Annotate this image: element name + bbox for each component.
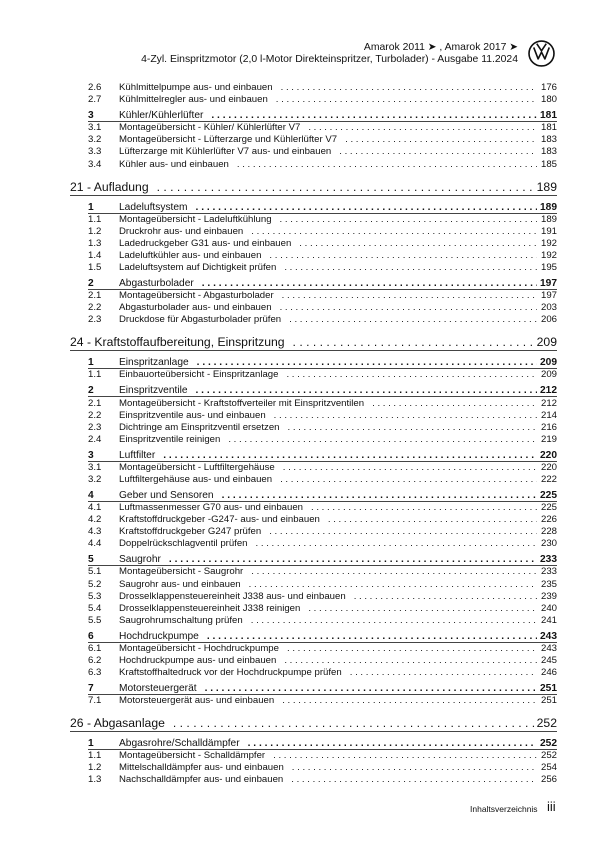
toc-entry[interactable] xyxy=(88,314,557,326)
toc-entry[interactable] xyxy=(88,526,557,538)
footer-label: Inhaltsverzeichnis xyxy=(470,804,538,814)
entry-page: 225 xyxy=(540,502,557,514)
entry-number: 3.1 xyxy=(88,461,102,473)
toc-entry[interactable] xyxy=(88,667,557,679)
entry-page: 241 xyxy=(540,614,557,626)
entry-page: 251 xyxy=(540,695,557,707)
toc-entry[interactable] xyxy=(88,750,557,762)
toc-entry[interactable] xyxy=(88,238,557,250)
leader-dots xyxy=(339,146,537,158)
section-number: 2 xyxy=(88,278,94,290)
entry-page: 254 xyxy=(540,762,557,774)
leader-dots xyxy=(256,538,537,550)
toc-entry[interactable] xyxy=(88,262,557,274)
leader-dots xyxy=(282,695,537,707)
entry-title: Saugrohr aus- und einbauen xyxy=(119,578,241,590)
leader-dots xyxy=(289,314,537,326)
leader-dots xyxy=(286,369,537,381)
table-of-contents xyxy=(70,82,557,786)
page-header xyxy=(0,42,518,66)
entry-page: 183 xyxy=(540,134,557,146)
entry-page: 185 xyxy=(540,158,557,170)
section-number: 4 xyxy=(88,489,94,501)
leader-dots xyxy=(273,750,537,762)
section-title: Luftfilter xyxy=(119,449,156,461)
leader-dots xyxy=(291,774,537,786)
section-title: Motorsteuergerät xyxy=(119,683,197,695)
toc-entry[interactable] xyxy=(88,695,557,707)
chapter-page: 209 xyxy=(536,335,557,350)
toc-section[interactable] xyxy=(88,277,557,290)
section-page: 251 xyxy=(540,683,557,695)
entry-page: 240 xyxy=(540,602,557,614)
entry-number: 4.3 xyxy=(88,526,102,538)
entry-page: 209 xyxy=(540,369,557,381)
entry-number: 1.1 xyxy=(88,750,102,762)
entry-number: 3.2 xyxy=(88,134,102,146)
section-title: Einspritzanlage xyxy=(119,357,189,369)
section-page: 243 xyxy=(540,630,557,642)
toc-section[interactable] xyxy=(88,489,557,502)
chapter-title: 21 - Aufladung xyxy=(70,179,149,194)
toc-section[interactable] xyxy=(88,682,557,695)
toc-entry[interactable] xyxy=(88,94,557,106)
entry-number: 1.2 xyxy=(88,762,102,774)
entry-number: 1.1 xyxy=(88,213,102,225)
entry-page: 183 xyxy=(540,146,557,158)
entry-title: Drosselklappensteuereinheit J338 aus- und einbauen xyxy=(119,590,346,602)
entry-title: Kühler aus- und einbauen xyxy=(119,158,229,170)
entry-page: 197 xyxy=(540,290,557,302)
section-page: 189 xyxy=(540,201,557,213)
toc-entry[interactable] xyxy=(88,514,557,526)
section-number: 6 xyxy=(88,630,94,642)
entry-page: 230 xyxy=(540,538,557,550)
entry-title: Dichtringe am Einspritzventil ersetzen xyxy=(119,421,280,433)
leader-dots xyxy=(276,94,537,106)
section-page: 209 xyxy=(540,357,557,369)
toc-entry[interactable] xyxy=(88,615,557,627)
entry-title: Montageübersicht - Saugrohr xyxy=(119,566,244,578)
leader-dots xyxy=(237,159,537,171)
entry-page: 245 xyxy=(540,655,557,666)
entry-title: Kühlmittelregler aus- und einbauen xyxy=(119,94,268,106)
entry-title: Montageübersicht - Kraftstoffverteiler mit Einspritzventilen xyxy=(119,397,365,409)
toc-section[interactable] xyxy=(88,356,557,369)
toc-entry[interactable] xyxy=(88,122,557,134)
leader-dots xyxy=(282,290,537,302)
toc-entry[interactable] xyxy=(88,774,557,786)
entry-number: 1.4 xyxy=(88,249,102,261)
toc-entry[interactable] xyxy=(88,603,557,615)
section-page: 220 xyxy=(540,449,557,461)
entry-title: Ladeluftsystem auf Dichtigkeit prüfen xyxy=(119,262,277,274)
header-vehicle-models: Amarok 2011 ➤ , Amarok 2017 ➤ xyxy=(363,42,518,53)
toc-entry[interactable] xyxy=(88,538,557,550)
entry-page: 181 xyxy=(540,122,557,134)
entry-page: 222 xyxy=(540,473,557,485)
entry-page: 195 xyxy=(540,262,557,274)
entry-title: Montageübersicht - Schalldämpfer xyxy=(119,750,266,762)
chapter-title: 24 - Kraftstoffaufbereitung, Einspritzung xyxy=(70,335,285,350)
entry-number: 2.2 xyxy=(88,302,102,314)
toc-entry[interactable] xyxy=(88,655,557,667)
section-number: 2 xyxy=(88,385,94,397)
toc-section[interactable] xyxy=(88,201,557,214)
entry-title: Montageübersicht - Ladeluftkühlung xyxy=(119,213,272,225)
leader-dots xyxy=(308,122,537,134)
entry-title: Druckrohr aus- und einbauen xyxy=(119,225,244,237)
entry-page: 239 xyxy=(540,590,557,602)
section-title: Hochdruckpumpe xyxy=(119,630,199,642)
leader-dots xyxy=(288,422,538,434)
leader-dots xyxy=(269,250,537,262)
toc-section[interactable] xyxy=(88,630,557,643)
entry-number: 1.3 xyxy=(88,774,102,786)
entry-title: Saugrohrumschaltung prüfen xyxy=(119,614,243,626)
toc-entry[interactable] xyxy=(88,566,557,578)
entry-number: 2.1 xyxy=(88,290,102,302)
toc-entry[interactable] xyxy=(88,578,557,590)
entry-page: 191 xyxy=(540,225,557,237)
section-title: Geber und Sensoren xyxy=(119,489,214,501)
entry-number: 5.1 xyxy=(88,566,102,578)
toc-entry[interactable] xyxy=(88,82,557,94)
entry-page: 203 xyxy=(540,302,557,314)
entry-title: Montageübersicht - Lüfterzarge und Kühlerlüfter V7 xyxy=(119,134,338,146)
section-number: 1 xyxy=(88,738,94,750)
leader-dots xyxy=(345,134,537,146)
entry-number: 6.1 xyxy=(88,642,102,654)
section-number: 1 xyxy=(88,201,94,213)
entry-title: Einbauorteübersicht - Einspritzanlage xyxy=(119,369,279,381)
toc-section[interactable] xyxy=(88,449,557,462)
leader-dots xyxy=(173,714,535,732)
toc-entry[interactable] xyxy=(88,134,557,146)
entry-page: 226 xyxy=(540,514,557,526)
chapter-rule xyxy=(70,195,557,196)
toc-section[interactable] xyxy=(88,737,557,750)
entry-title: Montageübersicht - Kühler/ Kühlerlüfter V7 xyxy=(119,122,301,134)
brand-logo-icon xyxy=(528,40,555,67)
leader-dots xyxy=(228,434,537,446)
toc-entry[interactable] xyxy=(88,226,557,238)
leader-dots xyxy=(283,462,537,474)
entry-number: 6.3 xyxy=(88,667,102,679)
section-title: Abgasrohre/Schalldämpfer xyxy=(119,738,240,750)
chapter-rule xyxy=(70,350,557,351)
header-engine-title: 4-Zyl. Einspritzmotor (2,0 l-Motor Direkteinspritzer, Turbolader) - Ausgabe 11.2024 xyxy=(141,54,518,65)
leader-dots xyxy=(372,398,537,410)
entry-title: Luftfiltergehäuse aus- und einbauen xyxy=(119,473,273,485)
chapter-title: 26 - Abgasanlage xyxy=(70,716,165,731)
entry-number: 3.4 xyxy=(88,158,102,170)
leader-dots xyxy=(251,226,537,238)
section-number: 5 xyxy=(88,554,94,566)
entry-page: 228 xyxy=(540,526,557,538)
leader-dots xyxy=(292,762,537,774)
entry-number: 1.1 xyxy=(88,369,102,381)
entry-number: 4.1 xyxy=(88,502,102,514)
entry-title: Kraftstoffhaltedruck vor der Hochdruckpumpe prüfen xyxy=(119,667,342,679)
leader-dots xyxy=(350,667,537,679)
entry-title: Nachschalldämpfer aus- und einbauen xyxy=(119,774,284,786)
toc-entry[interactable] xyxy=(88,502,557,514)
section-page: 197 xyxy=(540,278,557,290)
toc-chapter[interactable] xyxy=(70,333,557,351)
entry-number: 5.5 xyxy=(88,614,102,626)
entry-page: 235 xyxy=(540,578,557,590)
leader-dots xyxy=(287,643,537,655)
section-title: Saugrohr xyxy=(119,554,161,566)
section-title: Abgasturbolader xyxy=(119,278,194,290)
leader-dots xyxy=(251,566,537,578)
entry-title: Kraftstoffdruckgeber -G247- aus- und einbauen xyxy=(119,514,320,526)
entry-number: 4.2 xyxy=(88,514,102,526)
leader-dots xyxy=(157,178,535,196)
chapter-page: 252 xyxy=(536,716,557,731)
section-number: 3 xyxy=(88,110,94,122)
toc-section[interactable] xyxy=(88,553,557,566)
entry-number: 1.3 xyxy=(88,237,102,249)
entry-number: 1.5 xyxy=(88,262,102,274)
entry-title: Mittelschalldämpfer aus- und einbauen xyxy=(119,762,284,774)
entry-page: 192 xyxy=(540,237,557,249)
leader-dots xyxy=(274,410,537,422)
section-page: 233 xyxy=(540,554,557,566)
toc-entry[interactable] xyxy=(88,397,557,409)
entry-page: 219 xyxy=(540,433,557,445)
leader-dots xyxy=(284,655,537,667)
leader-dots xyxy=(354,591,537,603)
toc-entry[interactable] xyxy=(88,762,557,774)
toc-entry[interactable] xyxy=(88,462,557,474)
entry-title: Kühlmittelpumpe aus- und einbauen xyxy=(119,82,273,94)
entry-number: 2.1 xyxy=(88,397,102,409)
leader-dots xyxy=(308,603,537,615)
section-number: 1 xyxy=(88,357,94,369)
toc-section[interactable] xyxy=(88,109,557,122)
toc-entry[interactable] xyxy=(88,214,557,226)
section-title: Einspritzventile xyxy=(119,385,188,397)
toc-entry[interactable] xyxy=(88,369,557,381)
entry-title: Hochdruckpumpe aus- und einbauen xyxy=(119,655,277,666)
section-number: 7 xyxy=(88,683,94,695)
toc-entry[interactable] xyxy=(88,158,557,170)
entry-page: 243 xyxy=(540,642,557,654)
entry-number: 4.4 xyxy=(88,538,102,550)
entry-title: Motorsteuergerät aus- und einbauen xyxy=(119,695,275,707)
leader-dots xyxy=(328,514,537,526)
entry-title: Drosselklappensteuereinheit J338 reinigen xyxy=(119,602,301,614)
entry-title: Kraftstoffdruckgeber G247 prüfen xyxy=(119,526,262,538)
toc-entry[interactable] xyxy=(88,250,557,262)
section-number: 3 xyxy=(88,449,94,461)
toc-entry[interactable] xyxy=(88,591,557,603)
section-page: 252 xyxy=(540,738,557,750)
entry-number: 2.7 xyxy=(88,94,102,106)
entry-page: 189 xyxy=(540,213,557,225)
toc-entry[interactable] xyxy=(88,434,557,446)
entry-number: 2.3 xyxy=(88,421,102,433)
entry-number: 3.1 xyxy=(88,122,102,134)
chapter-page: 189 xyxy=(536,179,557,194)
leader-dots xyxy=(280,474,537,486)
entry-title: Doppelrückschlagventil prüfen xyxy=(119,538,248,550)
entry-page: 216 xyxy=(540,421,557,433)
entry-number: 5.4 xyxy=(88,602,102,614)
leader-dots xyxy=(293,333,535,351)
entry-number: 3.2 xyxy=(88,473,102,485)
entry-number: 5.2 xyxy=(88,578,102,590)
leader-dots xyxy=(269,526,537,538)
entry-title: Montageübersicht - Hochdruckpumpe xyxy=(119,642,279,654)
leader-dots xyxy=(249,579,537,591)
footer-page-number: iii xyxy=(547,799,556,814)
toc-entry[interactable] xyxy=(88,302,557,314)
entry-page: 180 xyxy=(540,94,557,106)
chapter-rule xyxy=(70,731,557,732)
entry-number: 7.1 xyxy=(88,695,102,707)
entry-number: 3.3 xyxy=(88,146,102,158)
toc-entry[interactable] xyxy=(88,643,557,655)
entry-page: 206 xyxy=(540,314,557,326)
entry-number: 2.3 xyxy=(88,314,102,326)
toc-chapter[interactable] xyxy=(70,178,557,196)
leader-dots xyxy=(311,502,537,514)
toc-chapter[interactable] xyxy=(70,714,557,732)
leader-dots xyxy=(281,82,537,94)
entry-number: 6.2 xyxy=(88,655,102,666)
entry-title: Abgasturbolader aus- und einbauen xyxy=(119,302,272,314)
section-title: Kühler/Kühlerlüfter xyxy=(119,110,204,122)
entry-page: 256 xyxy=(540,774,557,786)
entry-number: 2.4 xyxy=(88,433,102,445)
entry-page: 246 xyxy=(540,667,557,679)
entry-page: 176 xyxy=(540,82,557,94)
entry-page: 192 xyxy=(540,249,557,261)
entry-page: 252 xyxy=(540,750,557,762)
entry-page: 214 xyxy=(540,409,557,421)
toc-section[interactable] xyxy=(88,384,557,397)
section-title: Ladeluftsystem xyxy=(119,201,188,213)
entry-title: Ladedruckgeber G31 aus- und einbauen xyxy=(119,237,292,249)
entry-title: Montageübersicht - Abgasturbolader xyxy=(119,290,274,302)
entry-title: Ladeluftkühler aus- und einbauen xyxy=(119,249,262,261)
entry-title: Einspritzventile aus- und einbauen xyxy=(119,409,266,421)
toc-entry[interactable] xyxy=(88,410,557,422)
toc-entry[interactable] xyxy=(88,146,557,158)
entry-page: 220 xyxy=(540,461,557,473)
leader-dots xyxy=(284,262,537,274)
leader-dots xyxy=(299,238,537,250)
entry-title: Luftmassenmesser G70 aus- und einbauen xyxy=(119,502,303,514)
entry-number: 5.3 xyxy=(88,590,102,602)
entry-number: 1.2 xyxy=(88,225,102,237)
section-page: 225 xyxy=(540,489,557,501)
entry-title: Montageübersicht - Luftfiltergehäuse xyxy=(119,461,275,473)
entry-page: 212 xyxy=(540,397,557,409)
entry-title: Druckdose für Abgasturbolader prüfen xyxy=(119,314,282,326)
section-page: 212 xyxy=(540,385,557,397)
entry-page: 233 xyxy=(540,566,557,578)
leader-dots xyxy=(280,214,537,226)
entry-title: Lüfterzarge mit Kühlerlüfter V7 aus- und einbauen xyxy=(119,146,332,158)
toc-entry[interactable] xyxy=(88,474,557,486)
entry-number: 2.2 xyxy=(88,409,102,421)
entry-number: 2.6 xyxy=(88,82,102,94)
toc-entry[interactable] xyxy=(88,290,557,302)
leader-dots xyxy=(251,615,537,627)
leader-dots xyxy=(280,302,537,314)
toc-entry[interactable] xyxy=(88,422,557,434)
section-page: 181 xyxy=(540,110,557,122)
entry-title: Einspritzventile reinigen xyxy=(119,433,221,445)
